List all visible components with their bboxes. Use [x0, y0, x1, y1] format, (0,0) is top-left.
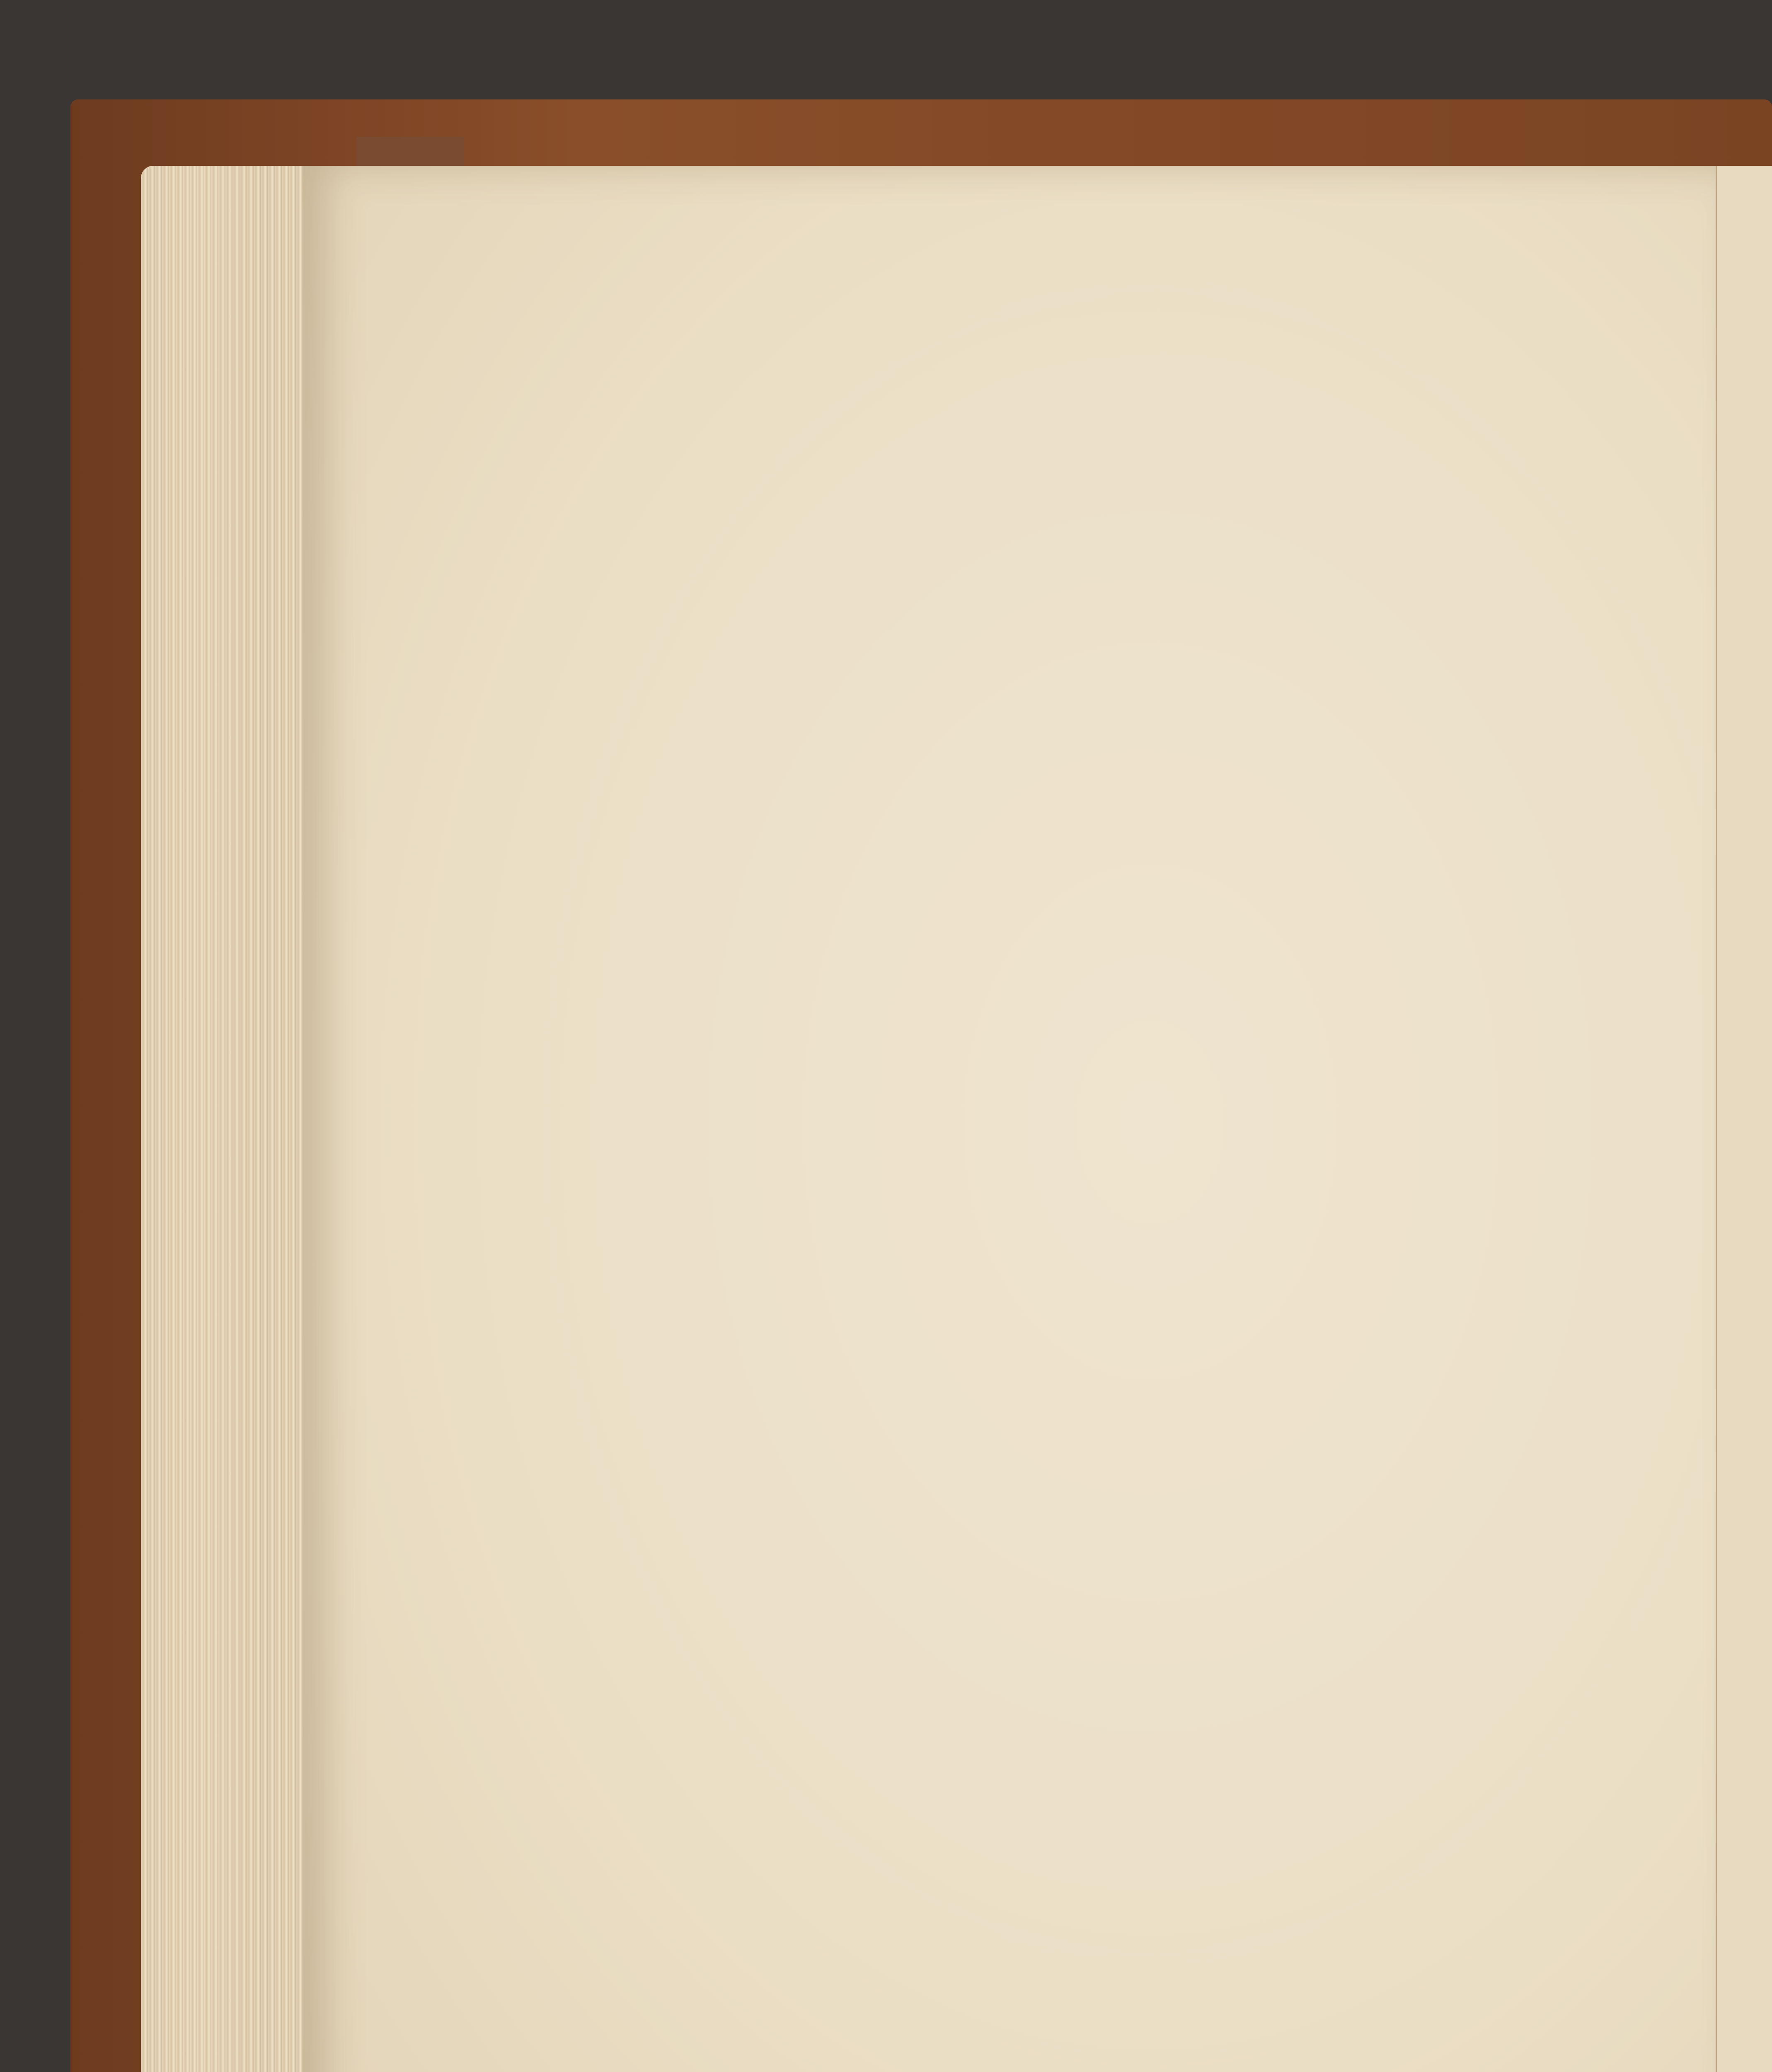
- book-page: [303, 166, 1716, 2072]
- facing-page-edge: [1716, 166, 1772, 2072]
